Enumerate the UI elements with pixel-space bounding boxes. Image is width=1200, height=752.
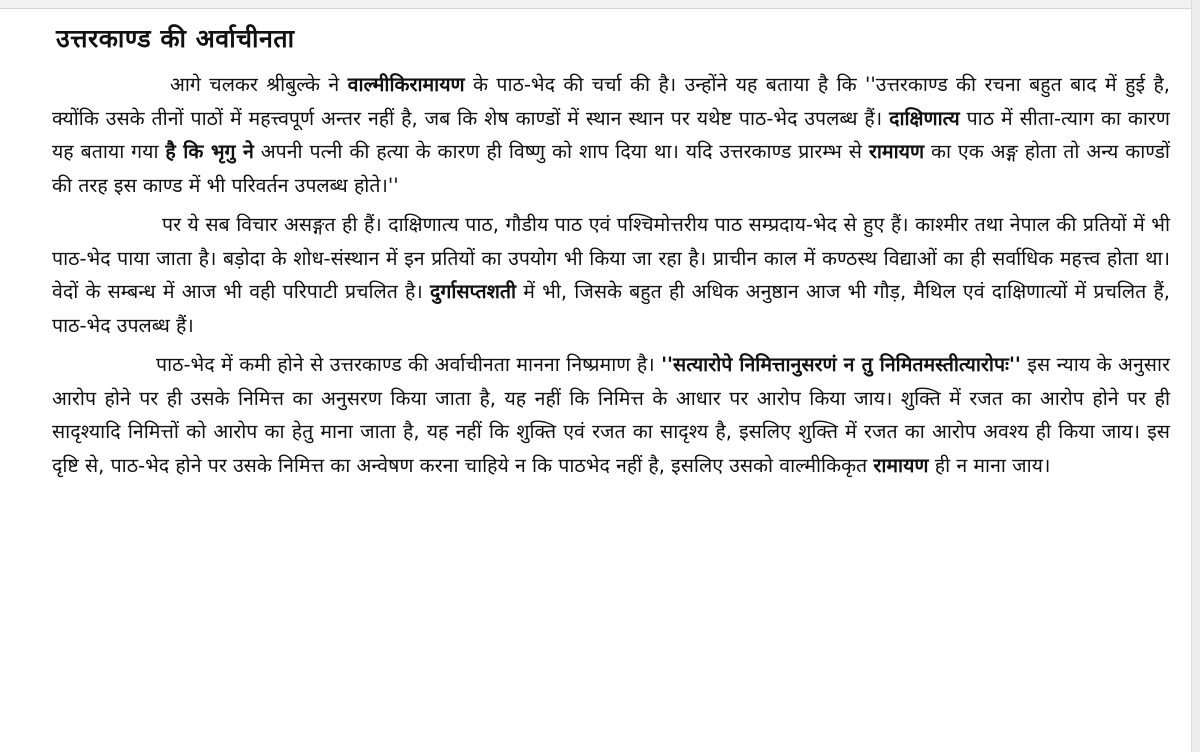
paragraph-3 [52, 348, 1170, 482]
section-heading: उत्तरकाण्ड की अर्वाचीनता [56, 24, 295, 53]
para1-text-5: का एक अङ्ग होता तो अन्य काण्डों की तरह इस काण्ड में भी परिवर्तन उपलब्ध होते।'' [52, 140, 1170, 197]
para1-text-4: अपनी पत्नी की हत्या के कारण ही विष्णु को शाप दिया था। यदि उत्तरकाण्ड प्रारम्भ से [253, 140, 869, 163]
para1-bold-bhrigu: है कि भृगु ने [165, 140, 254, 163]
right-scrollbar-edge [1191, 0, 1200, 752]
para3-text-3: ही न माना जाय। [928, 453, 1051, 477]
para2-text-1: पर ये सब विचार असङ्गत ही हैं। दाक्षिणात्य पाठ, गौडीय पाठ एवं पश्चिमोत्तरीय पाठ सम्प्रदाय-भेद से हुए हैं। काश्मीर तथा नेपाल की प्रतियों में भी पाठ-भेद पाया जाता है। बड़ोदा के शोध-संस्थान में इन प्रतियों का उपयोग भी किया जा रहा है। प्राचीन काल में कण्ठस्थ विद्याओं का ही सर्वाधिक महत्त्व होता था। वेदों के सम्बन्ध में आज भी वही परिपाटी प्रचलित है। [52, 213, 1170, 303]
paragraph-1 [52, 68, 1170, 202]
para1-bold-valmiki-ramayana: वाल्मीकिरामायण [347, 73, 465, 96]
para3-bold-ramayana: रामायण [873, 453, 929, 477]
para1-bold-ramayana: रामायण [868, 140, 925, 163]
para3-bold-nyaya-quote: ''सत्यारोपे निमित्तानुसरणं न तु निमितमस्तीत्यारोपः'' [661, 353, 1021, 376]
top-border [0, 0, 1200, 9]
para2-bold-durgasaptashati: दुर्गासप्तशती [429, 280, 517, 303]
paragraph-2 [52, 208, 1170, 342]
document-page [52, 22, 1170, 488]
para3-text-1: पाठ-भेद में कमी होने से उत्तरकाण्ड की अर्वाचीनता मानना निष्प्रमाण है। [156, 353, 662, 376]
para1-bold-dakshinatya: दाक्षिणात्य [889, 106, 960, 130]
para3-text-2: इस न्याय के अनुसार आरोप होने पर ही उसके निमित्त का अनुसरण किया जाता है, यह नहीं कि निमित्त के आधार पर आरोप किया जाय। शुक्ति में रजत का आरोप होने पर ही सादृश्यादि निमित्तों को आरोप का हेतु माना जाता है, यह नहीं कि शुक्ति एवं रजत का सादृश्य है, इसलिए शुक्ति में रजत का आरोप अवश्य ही किया जाय। इस दृष्टि से, पाठ-भेद होने पर उसके निमित्त का अन्वेषण करना चाहिये न कि पाठभेद नहीं है, इसलिए उसको वाल्मीकिकृत [52, 353, 1170, 477]
para1-text-3: पाठ में सीता-त्याग का कारण यह बताया गया [52, 106, 1170, 163]
para1-text-2: के पाठ-भेद की चर्चा की है। उन्होंने यह बताया है कि ''उत्तरकाण्ड की रचना बहुत बाद में हुई है, क्योंकि उसके तीनों पाठों में महत्त्वपूर्ण अन्तर नहीं है, जब कि शेष काण्डों में स्थान स्थान पर यथेष्ट पाठ-भेद उपलब्ध हैं। [52, 73, 1170, 130]
para2-text-2: में भी, जिसके बहुत ही अधिक अनुष्ठान आज भी गौड़, मैथिल एवं दाक्षिणात्यों में प्रचलित हैं, पाठ-भेद उपलब्ध हैं। [52, 280, 1170, 337]
para1-text-1: आगे चलकर श्रीबुल्के ने [170, 73, 348, 96]
